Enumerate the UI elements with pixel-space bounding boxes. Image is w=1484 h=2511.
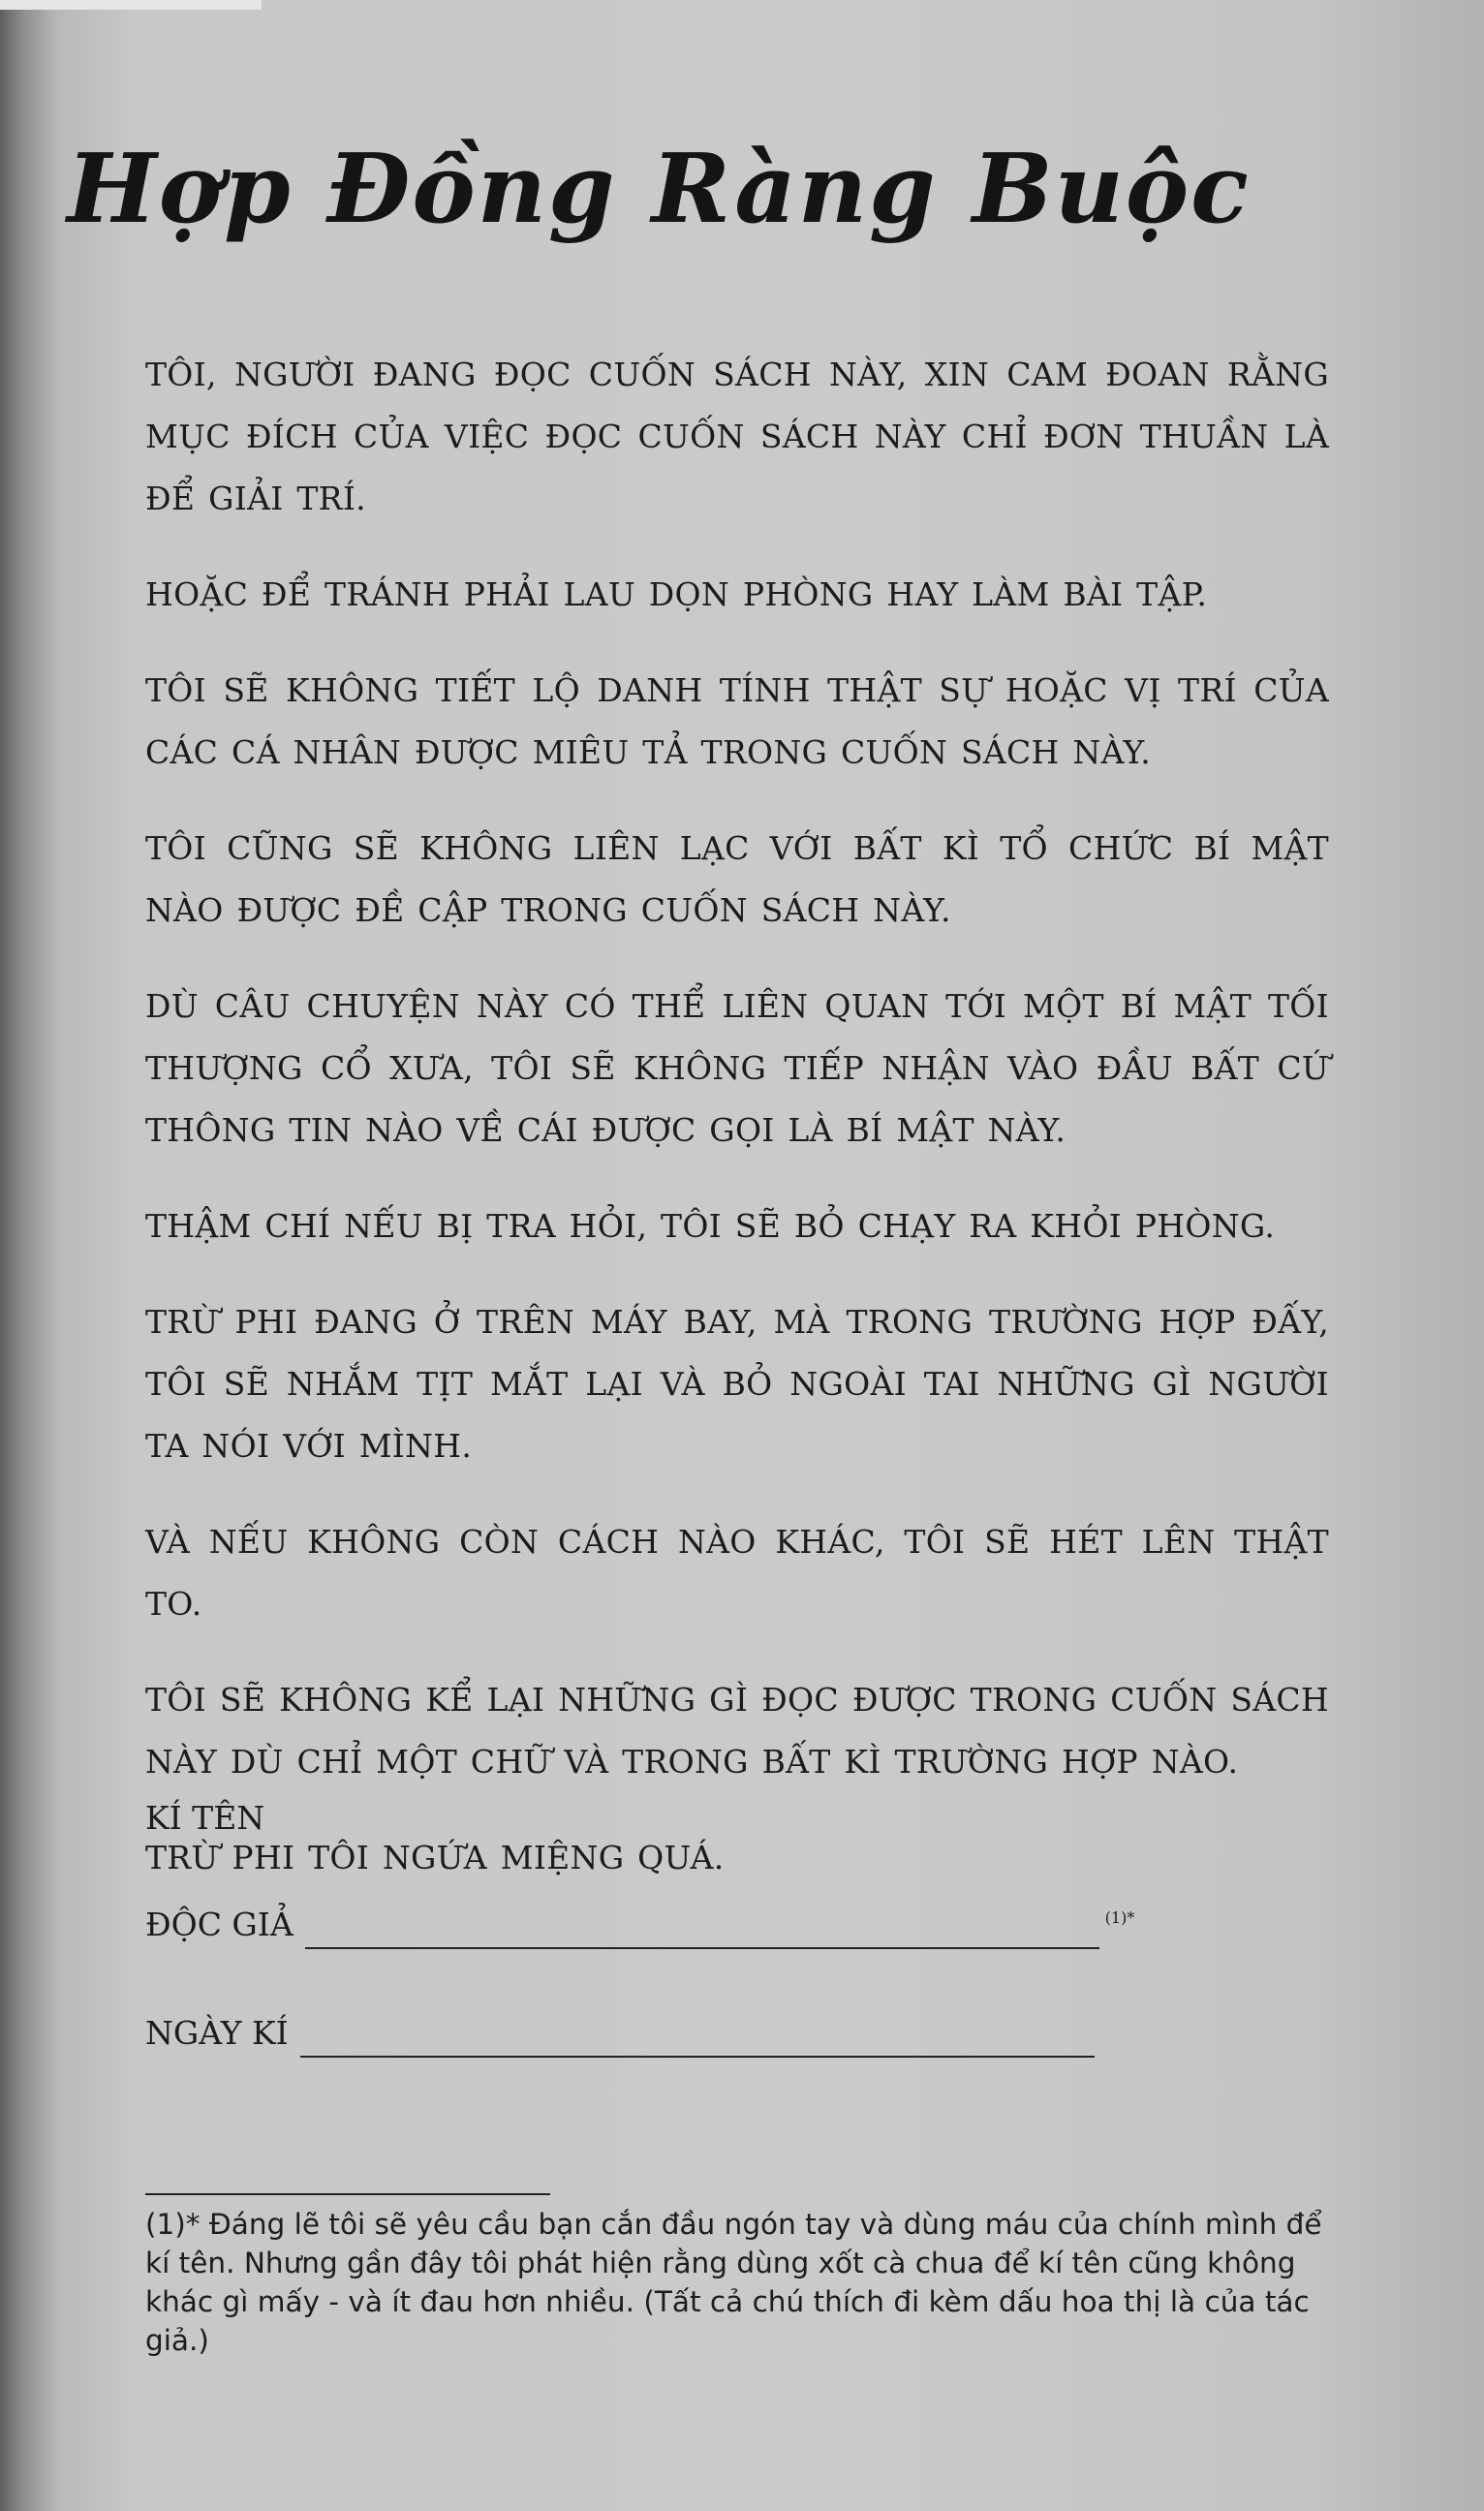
contract-paragraph: TÔI CŨNG SẼ KHÔNG LIÊN LẠC VỚI BẤT KÌ TỔ CHỨC BÍ MẬT NÀO ĐƯỢC ĐỀ CẬP TRONG CUỐN SÁCH NÀY. xyxy=(145,829,1329,929)
contract-paragraph: TÔI SẼ KHÔNG TIẾT LỘ DANH TÍNH THẬT SỰ HOẶC VỊ TRÍ CỦA CÁC CÁ NHÂN ĐƯỢC MIÊU TẢ TRONG CUỐN SÁCH NÀY. xyxy=(145,671,1329,771)
date-label: NGÀY KÍ xyxy=(145,2014,289,2052)
footnote-text: (1)* Đáng lẽ tôi sẽ yêu cầu bạn cắn đầu ngón tay và dùng máu của chính mình để kí tên. Nhưng gần đây tôi phát hiện rằng dùng xốt cà chua để kí tên cũng không khác gì mấy - và ít đau hơn nhiều. (Tất cả chú thích đi kèm dấu hoa thị là của tác giả.) xyxy=(145,2208,1322,2357)
contract-paragraph: TRỪ PHI TÔI NGỨA MIỆNG QUÁ. xyxy=(145,1839,725,1876)
reader-signature-row xyxy=(145,1901,1134,1949)
page-title: Hợp Đồng Ràng Buộc xyxy=(67,134,1251,245)
reader-label: ĐỘC GIẢ xyxy=(145,1906,294,1943)
page-edge-strip xyxy=(0,0,262,10)
contract-paragraph: TRỪ PHI ĐANG Ở TRÊN MÁY BAY, MÀ TRONG TRƯỜNG HỢP ĐẤY, TÔI SẼ NHẮM TỊT MẮT LẠI VÀ BỎ NGOÀI TAI NHỮNG GÌ NGƯỜI TA NÓI VỚI MÌNH. xyxy=(145,1303,1329,1465)
signature-heading: KÍ TÊN xyxy=(145,1799,265,1837)
contract-paragraph: DÙ CÂU CHUYỆN NÀY CÓ THỂ LIÊN QUAN TỚI MỘT BÍ MẬT TỐI THƯỢNG CỔ XƯA, TÔI SẼ KHÔNG TIẾP NHẬN VÀO ĐẦU BẤT CỨ THÔNG TIN NÀO VỀ CÁI ĐƯỢC GỌI LÀ BÍ MẬT NÀY. xyxy=(145,987,1329,1149)
contract-body xyxy=(145,344,1329,1923)
footnote-marker: (1)* xyxy=(1104,1908,1135,1927)
contract-paragraph: TÔI SẼ KHÔNG KỂ LẠI NHỮNG GÌ ĐỌC ĐƯỢC TRONG CUỐN SÁCH NÀY DÙ CHỈ MỘT CHỮ VÀ TRONG BẤT KÌ TRƯỜNG HỢP NÀO. xyxy=(145,1681,1329,1781)
contract-paragraph: VÀ NẾU KHÔNG CÒN CÁCH NÀO KHÁC, TÔI SẼ HÉT LÊN THẬT TO. xyxy=(145,1523,1329,1623)
contract-paragraph: TÔI, NGƯỜI ĐANG ĐỌC CUỐN SÁCH NÀY, XIN CAM ĐOAN RẰNG MỤC ĐÍCH CỦA VIỆC ĐỌC CUỐN SÁCH NÀY CHỈ ĐƠN THUẦN LÀ ĐỂ GIẢI TRÍ. xyxy=(145,356,1329,517)
contract-paragraph: HOẶC ĐỂ TRÁNH PHẢI LAU DỌN PHÒNG HAY LÀM BÀI TẬP. xyxy=(145,575,1208,613)
date-signature-row xyxy=(145,2009,1095,2058)
date-signature-line[interactable] xyxy=(300,2019,1095,2058)
reader-signature-line[interactable] xyxy=(305,1910,1099,1949)
footnote-divider xyxy=(145,2193,550,2195)
contract-paragraph: THẬM CHÍ NẾU BỊ TRA HỎI, TÔI SẼ BỎ CHẠY RA KHỎI PHÒNG. xyxy=(145,1207,1276,1245)
